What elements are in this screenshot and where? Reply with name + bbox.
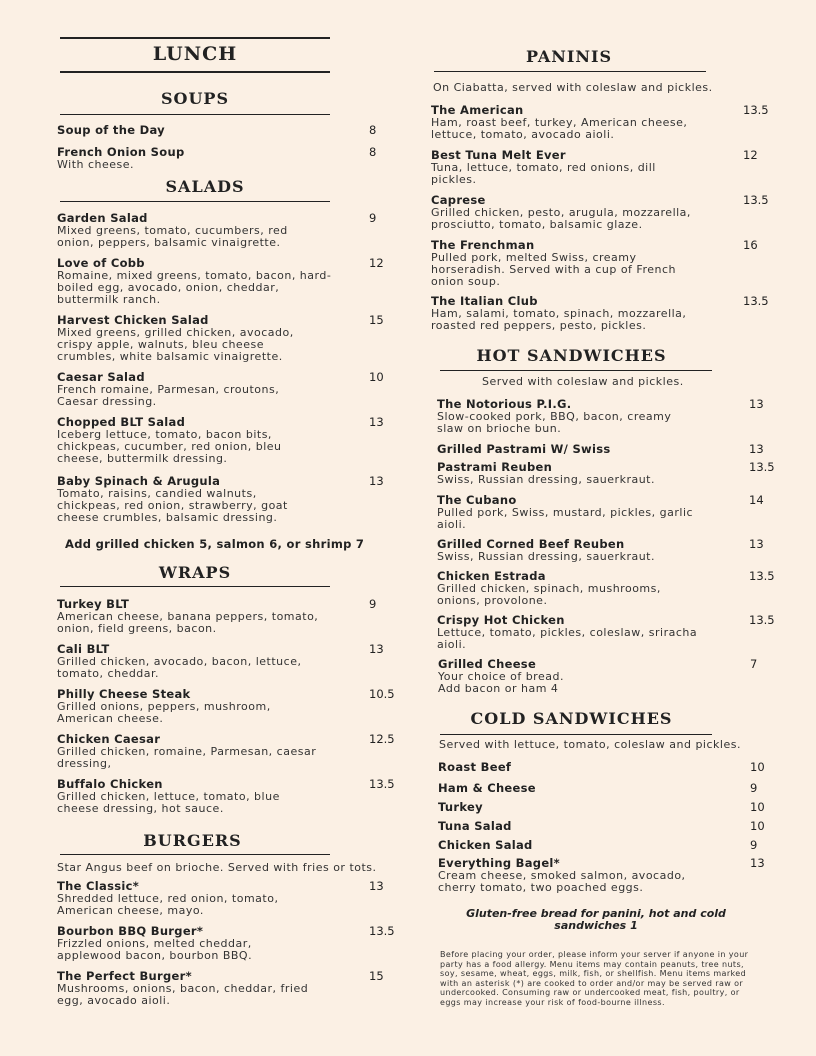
item-name: The Classic* — [57, 879, 140, 893]
salads-title: SALADS — [165, 177, 245, 196]
item-name: Crispy Hot Chicken — [437, 613, 565, 627]
item-price: 15 — [369, 969, 384, 983]
item-price: 13 — [750, 856, 765, 870]
item-name: Love of Cobb — [57, 256, 145, 270]
item-description: Mushrooms, onions, bacon, cheddar, fried egg, avocado aioli. — [57, 982, 309, 1007]
item-price: 13 — [749, 442, 764, 456]
menu-item — [57, 925, 357, 962]
salad-addon-note: Add grilled chicken 5, salmon 6, or shrimp 7 — [65, 537, 365, 551]
item-price: 13.5 — [749, 569, 775, 583]
menu-item — [437, 538, 737, 563]
item-name: Garden Salad — [57, 211, 148, 225]
item-name: Grilled Corned Beef Reuben — [437, 537, 625, 551]
item-description: Mixed greens, tomato, cucumbers, red onion, peppers, balsamic vinaigrette. — [57, 224, 288, 249]
item-name: The Frenchman — [431, 238, 535, 252]
divider — [440, 734, 712, 735]
item-name: French Onion Soup — [57, 145, 185, 159]
item-price: 10 — [750, 819, 765, 833]
item-price: 14 — [749, 493, 764, 507]
menu-item — [57, 688, 357, 725]
menu-item — [57, 146, 357, 171]
menu-item — [437, 461, 737, 486]
item-price: 13.5 — [743, 294, 769, 308]
item-name: Everything Bagel* — [438, 856, 560, 870]
item-name: Grilled Pastrami W/ Swiss — [437, 442, 611, 456]
item-name: Harvest Chicken Salad — [57, 313, 209, 327]
menu-item — [437, 494, 737, 531]
item-description: Ham, salami, tomato, spinach, mozzarella, roasted red peppers, pesto, pickles. — [431, 307, 687, 332]
menu-item — [438, 820, 738, 833]
menu-item — [57, 475, 357, 524]
menu-item — [57, 778, 357, 815]
menu-item — [57, 416, 357, 465]
item-price: 7 — [750, 657, 758, 671]
divider — [440, 370, 712, 371]
menu-item — [57, 257, 357, 306]
item-price: 13.5 — [369, 777, 395, 791]
item-description: Ham, roast beef, turkey, American cheese, lettuce, tomato, avocado aioli. — [431, 116, 688, 141]
burgers-title: BURGERS — [143, 831, 242, 850]
item-name: Philly Cheese Steak — [57, 687, 191, 701]
menu-item — [57, 314, 357, 363]
item-price: 12 — [743, 148, 758, 162]
item-description: Tuna, lettuce, tomato, red onions, dill pickles. — [431, 161, 656, 186]
menu-item — [437, 398, 737, 435]
item-price: 9 — [369, 211, 377, 225]
menu-item — [57, 212, 357, 249]
item-description: Mixed greens, grilled chicken, avocado, crispy apple, walnuts, bleu cheese crumbles, white balsamic vinaigrette. — [57, 326, 294, 363]
item-price: 13.5 — [749, 613, 775, 627]
item-name: Bourbon BBQ Burger* — [57, 924, 204, 938]
item-price: 13 — [749, 537, 764, 551]
menu-item — [57, 371, 357, 408]
divider — [60, 114, 330, 115]
item-name: Chicken Caesar — [57, 732, 161, 746]
item-name: Chicken Salad — [438, 838, 533, 852]
item-description: Slow-cooked pork, BBQ, bacon, creamy slaw on brioche bun. — [437, 410, 672, 435]
item-description: Your choice of bread. — [438, 670, 564, 683]
item-price: 13 — [749, 397, 764, 411]
item-description: Swiss, Russian dressing, sauerkraut. — [437, 550, 655, 563]
cold-sandwiches-note: Served with lettuce, tomato, coleslaw and pickles. — [439, 738, 741, 751]
item-description: Grilled chicken, pesto, arugula, mozzarella, prosciutto, tomato, balsamic glaze. — [431, 206, 691, 231]
item-price: 12.5 — [369, 732, 395, 746]
menu-item — [437, 443, 737, 456]
item-description: Grilled chicken, avocado, bacon, lettuce, tomato, cheddar. — [57, 655, 302, 680]
item-name: Chopped BLT Salad — [57, 415, 186, 429]
menu-item — [431, 149, 731, 186]
divider — [60, 586, 330, 587]
menu-item — [431, 295, 731, 332]
burgers-note: Star Angus beef on brioche. Served with fries or tots. — [57, 861, 377, 874]
gluten-free-note: Gluten-free bread for panini, hot and cold sandwiches 1 — [466, 907, 726, 932]
item-price: 9 — [369, 597, 377, 611]
menu-item — [57, 733, 357, 770]
menu-item — [438, 658, 738, 695]
allergy-disclaimer: Before placing your order, please inform your server if anyone in your party has a food allergy. Menu items may contain peanuts, tree nuts, soy, sesame, wheat, eggs, milk, fish, or shellfish. Menu items marked with an asterisk (*) are cooked to order and/or may be served raw or undercooked. Consuming raw or undercooked meat, fish, poultry, or eggs may increase your risk of food-bourne illness. — [440, 950, 749, 1007]
item-price: 10 — [750, 760, 765, 774]
item-description: Cream cheese, smoked salmon, avocado, cherry tomato, two poached eggs. — [438, 869, 686, 894]
item-name: The Italian Club — [431, 294, 538, 308]
soups-title: SOUPS — [160, 89, 230, 108]
divider — [60, 37, 330, 39]
item-description: American cheese, banana peppers, tomato, onion, field greens, bacon. — [57, 610, 319, 635]
item-price: 13 — [369, 879, 384, 893]
item-name: Tuna Salad — [438, 819, 512, 833]
item-name: Pastrami Reuben — [437, 460, 553, 474]
menu-item — [431, 239, 731, 288]
divider — [60, 201, 330, 202]
item-name: Turkey BLT — [57, 597, 130, 611]
item-description: French romaine, Parmesan, croutons, Caesar dressing. — [57, 383, 280, 408]
item-description: With cheese. — [57, 158, 135, 171]
menu-item — [57, 643, 357, 680]
item-price: 13 — [369, 642, 384, 656]
paninis-title: PANINIS — [525, 47, 613, 66]
item-name: The Perfect Burger* — [57, 969, 192, 983]
menu-item — [431, 194, 731, 231]
item-description: Pulled pork, Swiss, mustard, pickles, garlic aioli. — [437, 506, 694, 531]
item-name: Chicken Estrada — [437, 569, 546, 583]
item-price: 10 — [369, 370, 384, 384]
menu-item — [438, 801, 738, 814]
item-price: 15 — [369, 313, 384, 327]
item-price: 9 — [750, 781, 758, 795]
paninis-note: On Ciabatta, served with coleslaw and pickles. — [433, 81, 713, 94]
item-name: Cali BLT — [57, 642, 110, 656]
hot-sandwiches-title: HOT SANDWICHES — [476, 346, 667, 365]
item-price: 13.5 — [743, 193, 769, 207]
item-name: The Notorious P.I.G. — [437, 397, 572, 411]
item-name: Turkey — [438, 800, 483, 814]
item-name: The Cubano — [437, 493, 517, 507]
item-price: 13.5 — [743, 103, 769, 117]
wraps-title: WRAPS — [158, 563, 232, 582]
item-name: Ham & Cheese — [438, 781, 536, 795]
menu-item — [437, 614, 737, 651]
item-description: Grilled onions, peppers, mushroom, American cheese. — [57, 700, 271, 725]
item-description: Lettuce, tomato, pickles, coleslaw, sriracha aioli. — [437, 626, 698, 651]
item-name: Grilled Cheese — [438, 657, 537, 671]
divider — [434, 71, 706, 72]
item-description: Grilled chicken, romaine, Parmesan, caesar dressing, — [57, 745, 317, 770]
item-name: Caesar Salad — [57, 370, 145, 384]
item-description: Romaine, mixed greens, tomato, bacon, hard-boiled egg, avocado, onion, cheddar, buttermilk ranch. — [57, 269, 332, 306]
item-name: Best Tuna Melt Ever — [431, 148, 566, 162]
item-price: 8 — [369, 123, 377, 137]
item-name: The American — [431, 103, 524, 117]
divider — [60, 71, 330, 73]
menu-item — [438, 857, 738, 894]
item-price: 13.5 — [369, 924, 395, 938]
menu-item — [431, 104, 731, 141]
menu-item — [438, 839, 738, 852]
item-name: Caprese — [431, 193, 486, 207]
item-price: 13 — [369, 474, 384, 488]
item-description: Grilled chicken, lettuce, tomato, blue cheese dressing, hot sauce. — [57, 790, 280, 815]
item-name: Soup of the Day — [57, 123, 165, 137]
item-name: Baby Spinach & Arugula — [57, 474, 221, 488]
item-name: Roast Beef — [438, 760, 512, 774]
item-description: Shredded lettuce, red onion, tomato, American cheese, mayo. — [57, 892, 279, 917]
item-addon: Add bacon or ham 4 — [438, 682, 559, 695]
menu-item — [438, 782, 738, 795]
item-description: Frizzled onions, melted cheddar, applewood bacon, bourbon BBQ. — [57, 937, 253, 962]
menu-item — [57, 970, 357, 1007]
item-price: 16 — [743, 238, 758, 252]
lunch-title: LUNCH — [152, 43, 238, 65]
item-price: 8 — [369, 145, 377, 159]
menu-item — [57, 880, 357, 917]
item-name: Buffalo Chicken — [57, 777, 163, 791]
item-description: Tomato, raisins, candied walnuts, chickpeas, red onion, strawberry, goat cheese crumbles, balsamic dressing. — [57, 487, 288, 524]
menu-item — [437, 570, 737, 607]
item-price: 12 — [369, 256, 384, 270]
menu-item — [57, 598, 357, 635]
hot-sandwiches-note: Served with coleslaw and pickles. — [482, 375, 684, 388]
item-description: Pulled pork, melted Swiss, creamy horseradish. Served with a cup of French onion soup. — [431, 251, 676, 288]
item-description: Swiss, Russian dressing, sauerkraut. — [437, 473, 655, 486]
item-price: 9 — [750, 838, 758, 852]
item-price: 13 — [369, 415, 384, 429]
item-description: Grilled chicken, spinach, mushrooms, onions, provolone. — [437, 582, 661, 607]
menu-item — [57, 124, 357, 137]
item-price: 10.5 — [369, 687, 395, 701]
divider — [60, 854, 330, 855]
cold-sandwiches-title: COLD SANDWICHES — [470, 709, 673, 728]
item-price: 10 — [750, 800, 765, 814]
menu-item — [438, 761, 738, 774]
item-description: Iceberg lettuce, tomato, bacon bits, chickpeas, cucumber, red onion, bleu cheese, buttermilk dressing. — [57, 428, 282, 465]
item-price: 13.5 — [749, 460, 775, 474]
